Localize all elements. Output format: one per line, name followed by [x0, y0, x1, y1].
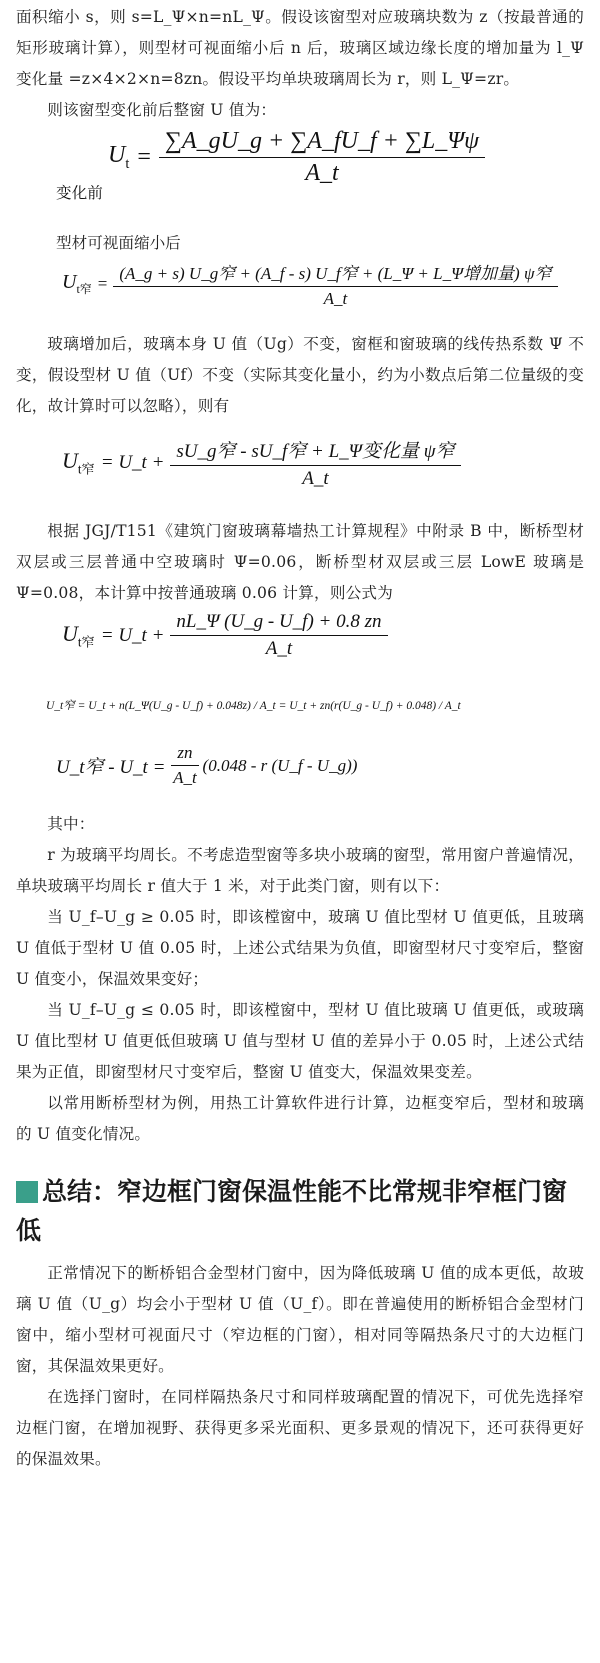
formula-after-lhs: $U_{t窄}$ [62, 271, 92, 296]
formula-narrow [16, 422, 584, 510]
formula-before-denominator: A_t [305, 160, 339, 186]
formula-after-numerator: (A_g + s) U_g窄 + (A_f - s) U_f窄 + (L_Ψ + L_Ψ增加量) ψ窄 [113, 259, 557, 287]
formula-before-fraction [159, 128, 485, 187]
formula-after-fraction [113, 259, 557, 309]
where-label: 其中： [47, 815, 95, 833]
standard-paragraph: 根据 JGJ/T151《建筑门窗玻璃幕墙热工计算规程》中附录 B 中，断桥型材双层或三层普通中空玻璃时 Ψ=0.06，断桥型材双层或三层 LowE 玻璃是 Ψ=0.08，本计算中按普通玻璃 0.06 计算，则公式为 [16, 522, 584, 602]
formula-psi-rhs: = U_t + [100, 624, 165, 646]
after-label: 型材可视面缩小后 [56, 234, 181, 252]
formula-psi-numerator: nL_Ψ (U_g - U_f) + 0.8 zn [170, 611, 387, 636]
formula-narrow-fraction [170, 436, 460, 490]
formula-difference-rest: (0.048 - r (U_f - U_g)) [202, 755, 358, 775]
formula-narrow-rhs: = U_t + [100, 452, 165, 473]
software-paragraph: 以常用断桥型材为例，用热工计算软件进行计算，边框变窄后，型材和玻璃的 U 值变化情况。 [16, 1094, 584, 1143]
formula-narrow-denominator: A_t [302, 468, 329, 489]
before-label: 变化前 [56, 184, 103, 202]
formula-expanded [16, 675, 584, 739]
formula-before-numerator: ∑A_gU_g + ∑A_fU_f + ∑L_Ψψ [159, 128, 485, 158]
before-after-intro: 则该窗型变化前后整窗 U 值为： [47, 101, 277, 119]
section-heading [16, 1172, 584, 1250]
r-paragraph: r 为玻璃平均周长。不考虑造型窗等多块小玻璃的窗型，常用窗户普遍情况，单块玻璃平均周长 r 值大于 1 米，对于此类门窗，则有以下： [16, 846, 584, 895]
formula-difference-lhs: U_t窄 - U_t = [56, 757, 166, 778]
formula-narrow-lhs: $U_{t窄}$ [62, 448, 95, 477]
formula-difference [16, 739, 584, 809]
formula-difference-denominator: A_t [173, 768, 197, 787]
formula-psi [16, 609, 584, 675]
formula-psi-fraction [170, 611, 387, 660]
case2-paragraph: 当 U_f–U_g ≤ 0.05 时，即该樘窗中，型材 U 值比玻璃 U 值更低，或玻璃 U 值比型材 U 值更低但玻璃 U 值与型材 U 值的差异小于 0.05 时，上述公式结果为正值，即窗型材尺寸变窄后，整窗 U 值变大，保温效果变差。 [16, 1001, 584, 1081]
summary-paragraph-1: 正常情况下的断桥铝合金型材门窗中，因为降低玻璃 U 值的成本更低，故玻璃 U 值（U_g）均会小于型材 U 值（U_f）。即在普遍使用的断桥铝合金型材门窗中，缩小型材可视面尺寸（窄边框的门窗），相对同等隔热条尺寸的大边框门窗，其保温效果更好。 [16, 1264, 584, 1375]
formula-expanded-text: U_t窄 = U_t + n(L_Ψ(U_g - U_f) + 0.048z) / A_t = U_t + zn(r(U_g - U_f) + 0.048) / A_t [46, 700, 461, 712]
summary-paragraph-2: 在选择门窗时，在同样隔热条尺寸和同样玻璃配置的情况下，可优先选择窄边框门窗，在增加视野、获得更多采光面积、更多景观的情况下，还可获得更好的保温效果。 [16, 1388, 584, 1468]
formula-difference-fraction [171, 743, 198, 788]
case1-paragraph: 当 U_f–U_g ≥ 0.05 时，即该樘窗中，玻璃 U 值比型材 U 值更低，且玻璃 U 值低于型材 U 值 0.05 时，上述公式结果为负值，即窗型材尺寸变窄后，整窗 U 值变小，保温效果变好； [16, 908, 584, 988]
formula-after: $U_{t窄}$ = $\frac{\text{(A\_g + s) U\_g窄 + (A\_f - s) U\_f窄 + (L\_Ψ + L\_Ψ增加量) ψ窄}}{A\_t}$ [16, 259, 584, 317]
formula-after-denominator: A_t [323, 289, 348, 308]
intro-paragraph: 面积缩小 s，则 s=L_Ψ×n=nL_Ψ。假设该窗型对应玻璃块数为 z（按最普通的矩形玻璃计算），则型材可视面缩小后 n 后，玻璃区域边缘长度的增加量为 l_Ψ 变化量 =z×4×2×n=8zn。假设平均单块玻璃周长为 r，则 L_Ψ=zr。 [16, 8, 584, 88]
formula-before: $U_t$ = $\frac{\sum A\_gU\_g + \sum A\_fU\_f + \sum L\_\Psi\psi}{A\_t}$ 变化前 [16, 126, 584, 214]
formula-difference-numerator: zn [171, 743, 198, 766]
formula-psi-denominator: A_t [265, 638, 293, 659]
document-page [0, 2, 600, 1663]
glass-paragraph: 玻璃增加后，玻璃本身 U 值（Ug）不变，窗框和窗玻璃的线传热系数 Ψ 不变，假设型材 U 值（Uf）不变（实际其变化量小，约为小数点后第二位量级的变化，故计算时可以忽略），则有 [16, 335, 584, 415]
heading-text: 总结：窄边框门窗保温性能不比常规非窄框门窗低 [16, 1177, 568, 1245]
formula-narrow-numerator: sU_g窄 - sU_f窄 + L_Ψ变化量 ψ窄 [170, 436, 460, 466]
heading-marker-icon [16, 1181, 38, 1203]
formula-psi-lhs: $U_{t窄}$ [62, 620, 95, 650]
formula-before-lhs: $U_t$ [108, 142, 130, 172]
